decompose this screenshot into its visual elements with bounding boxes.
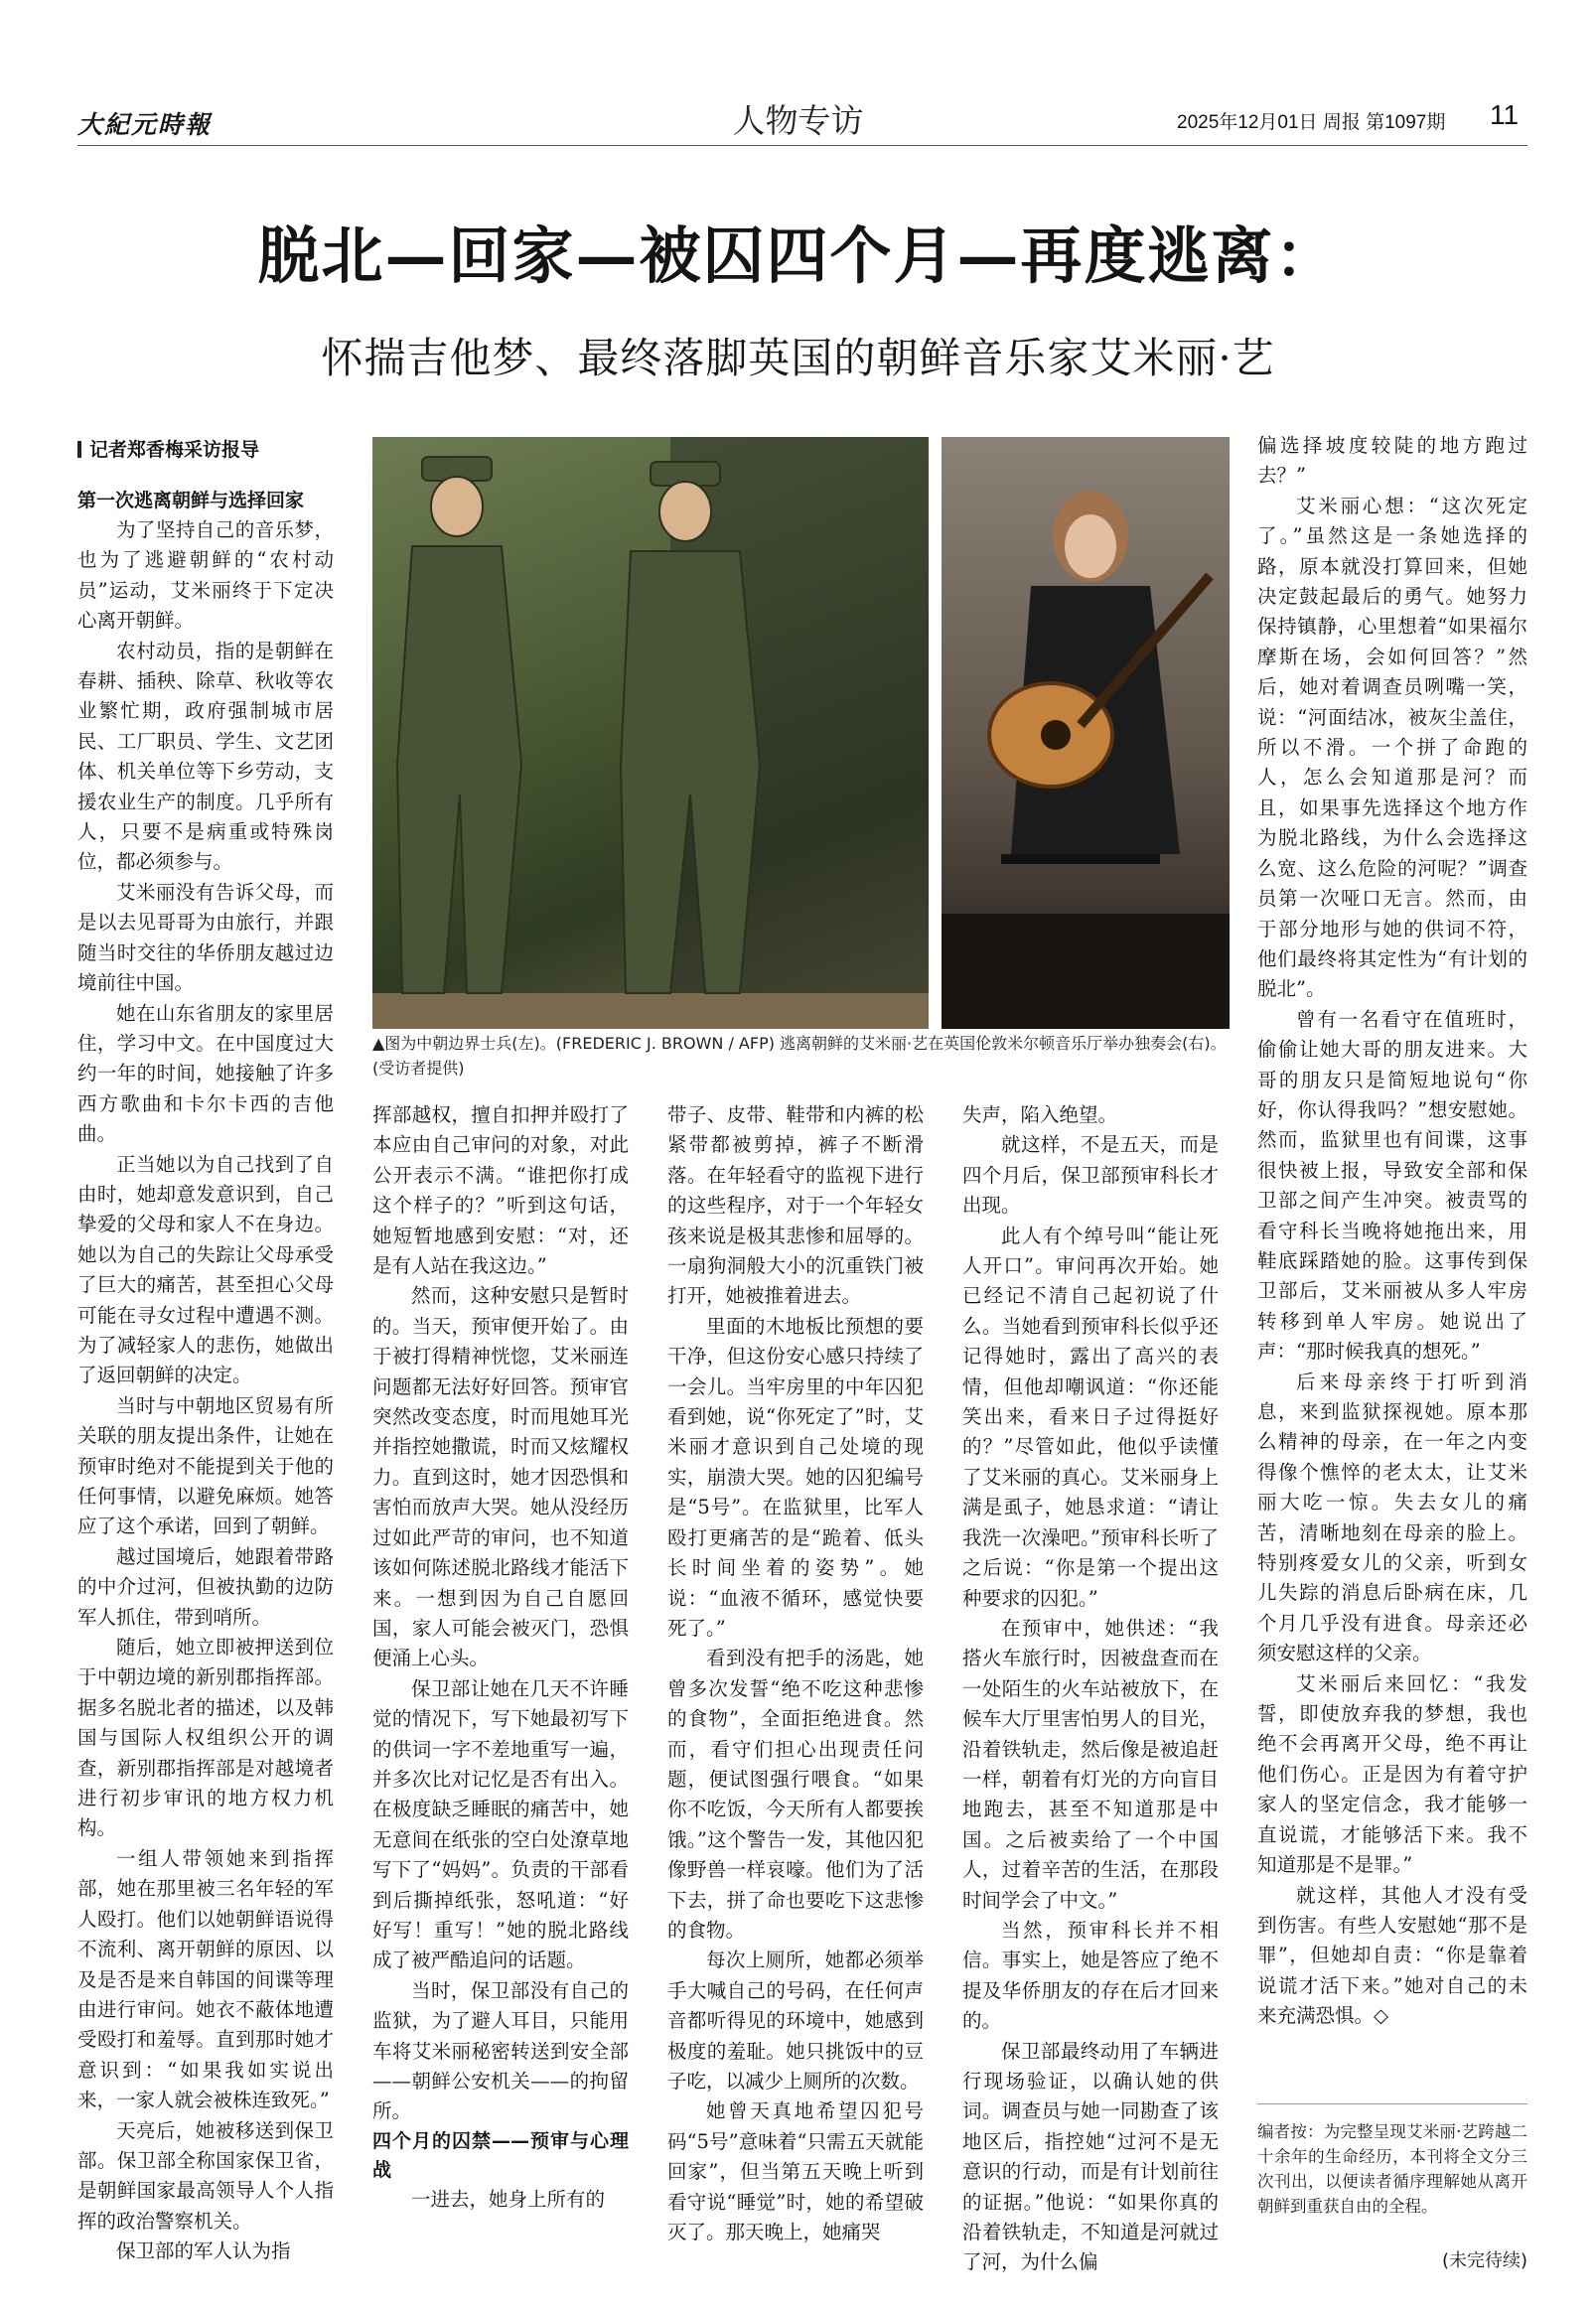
subheadline: 怀揣吉他梦、最终落脚英国的朝鲜音乐家艾米丽·艺 — [321, 334, 1275, 382]
paragraph: 带子、皮带、鞋带和内裤的松紧带都被剪掉，裤子不断滑落。在年轻看守的监视下进行的这些程序，对于一个年轻女孩来说是极其悲惨和屈辱的。一扇狗洞般大小的沉重铁门被打开，她被推着进去。 — [667, 1103, 924, 1308]
to-be-continued: (未完待续) — [1441, 2250, 1527, 2271]
photo-caption: ▲图为中朝边界士兵(左)。(FREDERIC J. BROWN / AFP) 逃离朝鲜的艾米丽·艺在英国伦敦米尔顿音乐厅举办独奏会(右)。(受访者提供) — [372, 1034, 1227, 1078]
editor-note: 编者按：为完整呈现艾米丽·艺跨越二十余年的生命经历，本刊将全文分三次刊出，以便读者循序理解她从离开朝鲜到重获自由的全程。 — [1257, 2122, 1527, 2216]
paragraph: 越过国境后，她跟着带路的中介过河，但被执勤的边防军人抓住，带到哨所。 — [77, 1544, 334, 1629]
photo-guitar-recital — [942, 437, 1230, 1029]
paragraph: 曾有一名看守在值班时，偷偷让她大哥的朋友进来。大哥的朋友只是简短地说句“你好，你认得我吗？”想安慰她。然而，监狱里也有间谍，这事很快被上报，导致安全部和保卫部之间产生冲突。被责骂的看守科长当晚将她拖出来，用鞋底踩踏她的脸。这事传到保卫部后，艾米丽被从多人牢房转移到单人牢房。她说出了声：“那时候我真的想死。” — [1257, 1007, 1527, 1364]
page-number: 11 — [1490, 99, 1520, 130]
article-column-5 — [1257, 431, 1527, 2032]
masthead-rule — [77, 145, 1527, 146]
paragraph: 艾米丽没有告诉父母，而是以去见哥哥为由旅行，并跟随当时交往的华侨朋友越过边境前往中国。 — [77, 880, 334, 995]
paragraph: 农村动员，指的是朝鲜在春耕、插秧、除草、秋收等农业繁忙期，政府强制城市居民、工厂职员、学生、文艺团体、机关单位等下乡劳动，支援农业生产的制度。几乎所有人，只要不是病重或特殊岗位，都必须参与。 — [77, 639, 334, 874]
paragraph: 保卫部让她在几天不许睡觉的情况下，写下她最初写下的供词一字不差地重写一遍，并多次比对记忆是否有出入。在极度缺乏睡眠的痛苦中，她无意间在纸张的空白处潦草地写下了“妈妈”。负责的干部看到后撕掉纸张，怒吼道：“好好写！重写！”她的脱北路线成了被严酷追问的话题。 — [372, 1676, 629, 1972]
paragraph: 当时，保卫部没有自己的监狱，为了避人耳目，只能用车将艾米丽秘密转送到安全部——朝鲜公安机关——的拘留所。 — [372, 1978, 629, 2123]
dateline: 2025年12月01日 周报 第1097期 — [1177, 112, 1446, 133]
byline-text: 记者郑香梅采访报导 — [89, 439, 260, 461]
paragraph: 为了坚持自己的音乐梦，也为了逃避朝鲜的“农村动员”运动，艾米丽终于下定决心离开朝鲜。 — [77, 518, 334, 633]
paragraph: 她曾天真地希望囚犯号码“5号”意味着“只需五天就能回家”，但当第五天晚上听到看守说“睡觉”时，她的希望破灭了。那天晚上，她痛哭 — [667, 2099, 924, 2244]
paragraph: 偏选择坡度较陡的地方跑过去？” — [1257, 434, 1527, 488]
article-column-1 — [77, 487, 334, 2267]
masthead-logo: 大紀元時報 — [77, 110, 213, 139]
paragraph: 正当她以为自己找到了自由时，她却意发意识到，自己挚爱的父母和家人不在身边。她以为自己的失踪让父母承受了巨大的痛苦，甚至担心父母可能在寻女过程中遭遇不测。为了减轻家人的悲伤，她做出了返回朝鲜的决定。 — [77, 1152, 334, 1387]
paragraph: 一进去，她身上所有的 — [411, 2187, 606, 2211]
section-title: 人物专访 — [732, 101, 864, 140]
paragraph: 她在山东省朋友的家里居住，学习中文。在中国度过大约一年的时间，她接触了许多西方歌曲和卡尔卡西的吉他曲。 — [77, 1001, 334, 1146]
soldiers-illustration — [372, 437, 929, 1029]
article-column-4 — [962, 1100, 1219, 2278]
paragraph: 里面的木地板比预想的要干净，但这份安心感只持续了一会儿。当牢房里的中年囚犯看到她，说“你死定了”时，艾米丽才意识到自己处境的现实，崩溃大哭。她的囚犯编号是“5号”。在监狱里，比军人殴打更痛苦的是“跪着、低头长时间坐着的姿势”。她说：“血液不循环，感觉快要死了。” — [667, 1314, 924, 1640]
section-heading: 四个月的囚禁——预审与心理战 — [372, 2129, 629, 2181]
section-heading: 第一次逃离朝鲜与选择回家 — [77, 490, 305, 511]
paragraph: 在预审中，她供述：“我搭火车旅行时，因被盘查而在一处陌生的火车站被放下，在候车大厅里害怕男人的目光，沿着铁轨走，然后像是被追赶一样，朝着有灯光的方向盲目地跑去，甚至不知道那是中国。之后被卖给了一个中国人，过着辛苦的生活，在那段时间学会了中文。” — [962, 1616, 1219, 1912]
paragraph: 每次上厕所，她都必须举手大喊自己的号码，在任何声音都听得见的环境中，她感到极度的羞耻。她只挑饭中的豆子吃，以减少上厕所的次数。 — [667, 1949, 924, 2093]
paragraph: 保卫部的军人认为指 — [116, 2239, 291, 2263]
paragraph: 挥部越权，擅自扣押并殴打了本应由自己审问的对象，对此公开表示不满。“谁把你打成这个样子的？”听到这句话，她短暂地感到安慰：“对，还是有人站在我这边。” — [372, 1103, 629, 1278]
paragraph: 失声，陷入绝望。 — [962, 1103, 1118, 1126]
paragraph: 保卫部最终动用了车辆进行现场验证，以确认她的供词。调查员与她一同勘查了该地区后，指控她“过河不是无意识的行动，而是有计划前往的证据。”他说：“如果你真的沿着铁轨走，不知道是河就过了河，为什么偏 — [962, 2039, 1219, 2274]
paragraph: 看到没有把手的汤匙，她曾多次发誓“绝不吃这种悲惨的食物”，全面拒绝进食。然而，看守们担心出现责任问题，便试图强行喂食。“如果你不吃饭，今天所有人都要挨饿。”这个警告一发，其他囚犯像野兽一样哀嚎。他们为了活下去，拼了命也要吃下这悲惨的食物。 — [667, 1647, 924, 1942]
paragraph: 天亮后，她被移送到保卫部。保卫部全称国家保卫省，是朝鲜国家最高领导人个人指挥的政治警察机关。 — [77, 2118, 334, 2233]
byline — [77, 435, 259, 462]
headline: 脱北—回家—被囚四个月—再度逃离： — [257, 219, 1339, 292]
article-column-3 — [667, 1100, 924, 2247]
paragraph: 随后，她立即被押送到位于中朝边境的新别郡指挥部。据多名脱北者的描述，以及韩国与国际人权组织公开的调查，新别郡指挥部是对越境者进行初步审讯的地方权力机构。 — [77, 1636, 334, 1840]
article-column-2 — [372, 1100, 629, 2215]
paragraph: 就这样，不是五天，而是四个月后，保卫部预审科长才出现。 — [962, 1133, 1219, 1218]
paragraph: 当时与中朝地区贸易有所关联的朋友提出条件，让她在预审时绝对不能提到关于他的任何事情，以避免麻烦。她答应了这个承诺，回到了朝鲜。 — [77, 1393, 334, 1538]
paragraph: 后来母亲终于打听到消息，来到监狱探视她。原本那么精神的母亲，在一年之内变得像个憔悴的老太太，让艾米丽大吃一惊。失去女儿的痛苦，清晰地刻在母亲的脸上。特别疼爱女儿的父亲，听到女儿失踪的消息后卧病在床，几个月几乎没有进食。母亲还必须安慰这样的父亲。 — [1257, 1370, 1527, 1665]
paragraph: 当然，预审科长并不相信。事实上，她是答应了绝不提及华侨朋友的存在后才回来的。 — [962, 1918, 1219, 2033]
paragraph: 此人有个绰号叫“能让死人开口”。审问再次开始。她已经记不清自己起初说了什么。当她看到预审科长似乎还记得她时，露出了高兴的表情，但他却嘲讽道：“你还能笑出来，看来日子过得挺好的？”尽管如此，他似乎读懂了艾米丽的真心。艾米丽身上满是虱子，她恳求道：“请让我洗一次澡吧。”预审科长听了之后说：“你是第一个提出这种要求的囚犯。” — [962, 1224, 1219, 1610]
editor-note-rule — [1257, 2103, 1527, 2104]
paragraph: 艾米丽后来回忆：“我发誓，即使放弃我的梦想，我也绝不会再离开父母，绝不再让他们伤心。正是因为有着守护家人的坚定信念，我才能够一直说谎，才能够活下来。我不知道那是不是罪。” — [1257, 1671, 1527, 1877]
paragraph: 就这样，其他人才没有受到伤害。有些人安慰她“那不是罪”，但她却自责：“你是靠着说谎才活下来。”她对自己的未来充满恐惧。◇ — [1257, 1883, 1527, 2028]
byline-marker — [77, 441, 81, 458]
photo-border-soldiers — [372, 437, 929, 1029]
paragraph: 然而，这种安慰只是暂时的。当天，预审便开始了。由于被打得精神恍惚，艾米丽连问题都无法好好回答。预审官突然改变态度，时而甩她耳光并指控她撒谎，时而又炫耀权力。直到这时，她才因恐惧和害怕而放声大哭。她从没经历过如此严苛的审问，也不知道该如何陈述脱北路线才能活下来。一想到因为自己自愿回国，家人可能会被灭门，恐惧便涌上心头。 — [372, 1284, 629, 1670]
guitarist-illustration — [942, 437, 1230, 1029]
paragraph: 一组人带领她来到指挥部，她在那里被三名年轻的军人殴打。他们以她朝鲜语说得不流利、离开朝鲜的原因、以及是否是来自韩国的间谍等理由进行审问。她衣不蔽体地遭受殴打和羞辱。直到那时她才意识到：“如果我如实说出来，一家人就会被株连致死。” — [77, 1846, 334, 2112]
paragraph: 艾米丽心想：“这次死定了。”虽然这是一条她选择的路，原本就没打算回来，但她决定鼓起最后的勇气。她努力保持镇静，心里想着“如果福尔摩斯在场，会如何回答？”然后，她对着调查员咧嘴一笑，说：“河面结冰，被灰尘盖住，所以不滑。一个拼了命跑的人，怎么会知道那是河？而且，如果事先选择这个地方作为脱北路线，为什么会选择这么宽、这么危险的河呢？”调查员第一次哑口无言。然而，由于部分地形与她的供词不符，他们最终将其定性为“有计划的脱北”。 — [1257, 494, 1527, 1001]
